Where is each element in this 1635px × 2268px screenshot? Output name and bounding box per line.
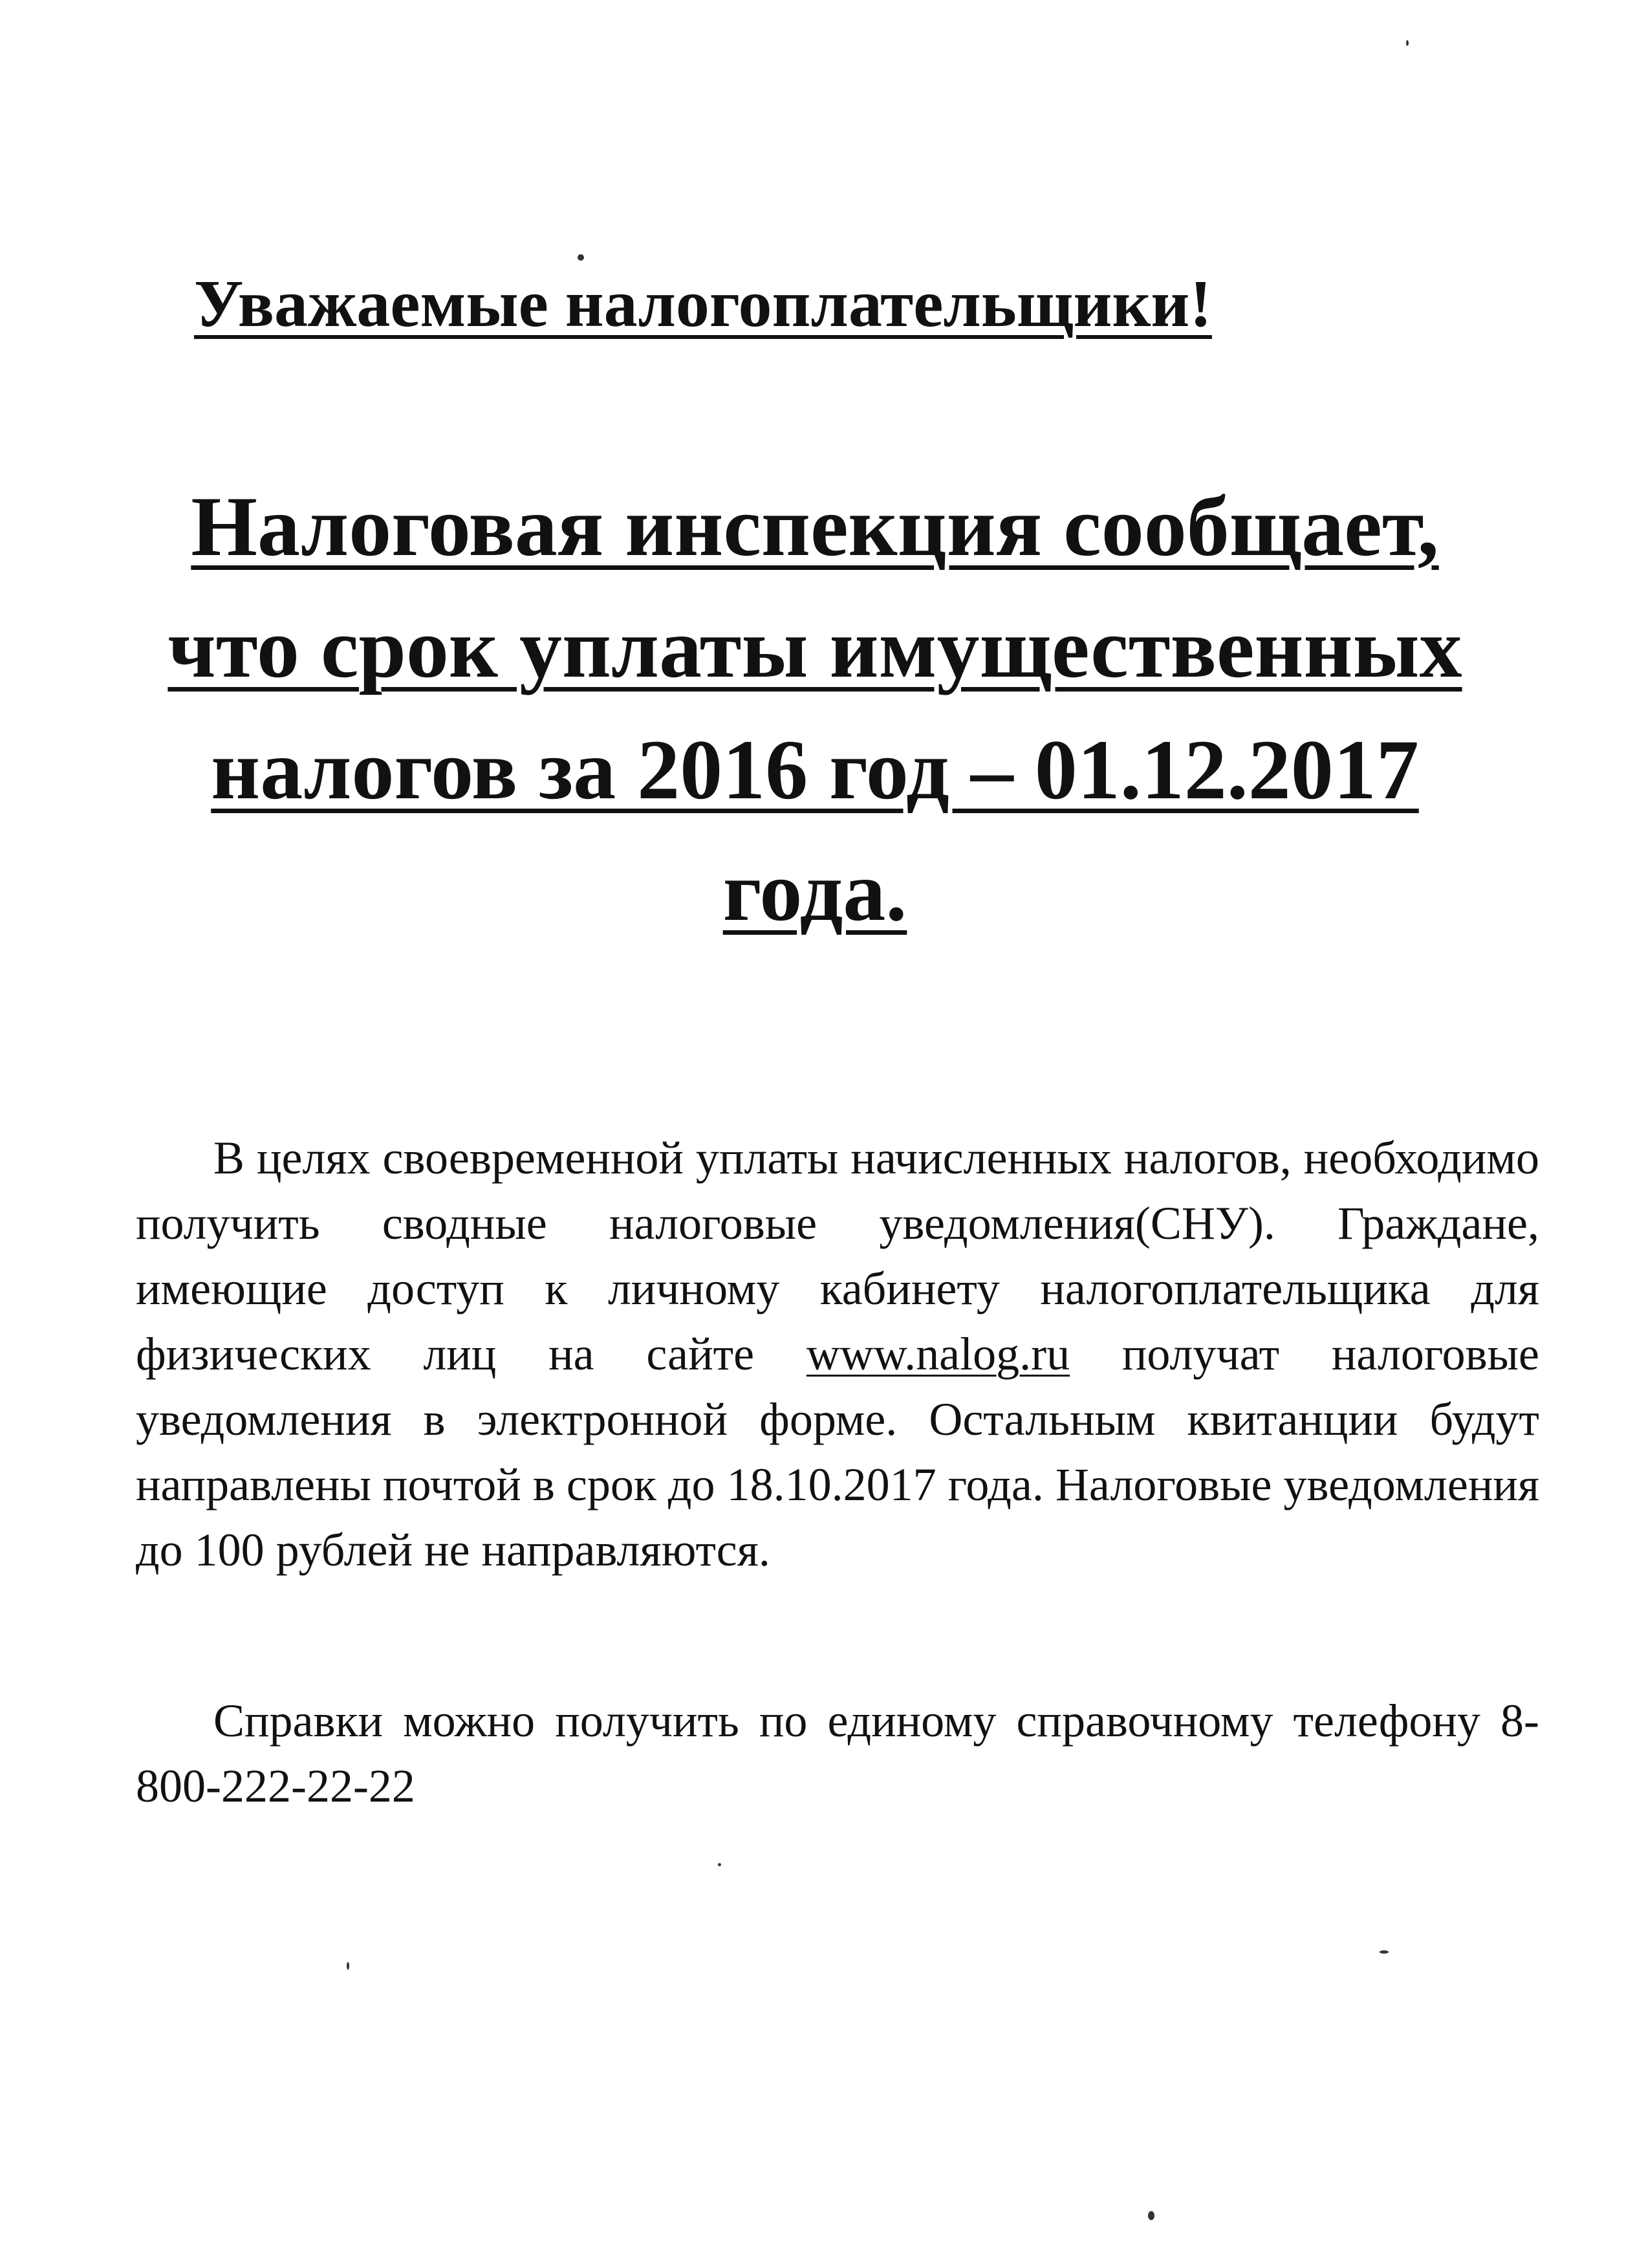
greeting-heading: Уважаемые налогоплательщики! (194, 267, 1212, 341)
notice-text-before-link: В целях своевременной уплаты начисленных налогов, необходимо получить сводные налоговые уведомления(СНУ). Граждане, имеющие доступ к личному кабинету налогоплательщика для физических лиц на сайте (136, 1132, 1539, 1380)
scan-speck (1148, 2211, 1154, 2220)
scan-speck (578, 254, 584, 261)
headline (155, 466, 1475, 952)
notice-text-after-link: получат налоговые уведомления в электронной форме. Остальным квитанции будут направлены почтой в срок до 18.10.2017 года. Налоговые уведомления до 100 рублей не направляются. (136, 1328, 1540, 1576)
scan-speck (1380, 1950, 1389, 1954)
scan-speck (347, 1962, 349, 1970)
scan-speck (718, 1863, 721, 1866)
reference-paragraph: Справки можно получить по единому справочному телефону 8-800-222-22-22 (136, 1695, 1539, 1812)
headline-text: Налоговая инспекция сообщает, что срок уплаты имущественных налогов за 2016 год – 01.12.2017 года. (168, 479, 1462, 939)
notice-paragraph (136, 1126, 1539, 1583)
nalog-website-link[interactable]: www.nalog.ru (806, 1328, 1070, 1380)
scan-speck (1406, 40, 1409, 46)
